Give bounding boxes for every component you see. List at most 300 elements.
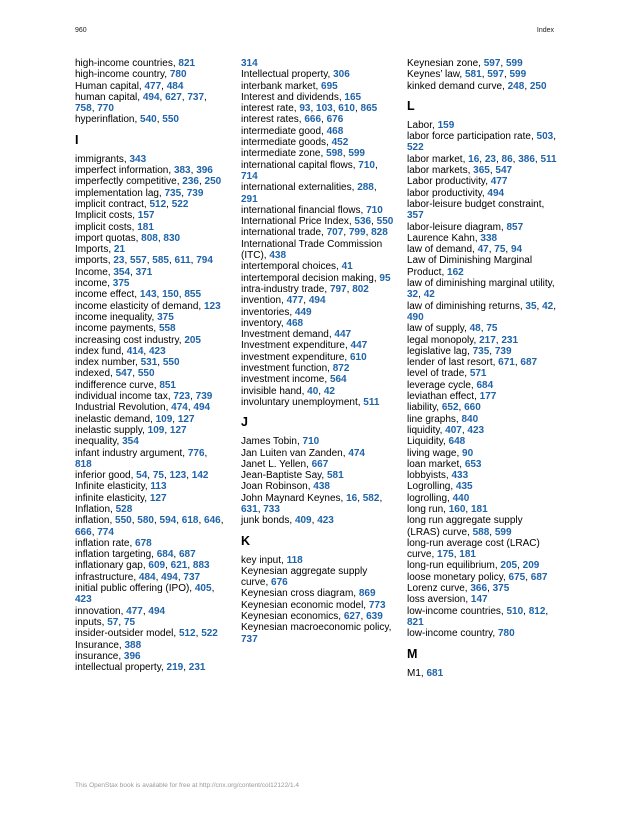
page-link[interactable]: 609 [148,560,166,572]
page-link[interactable]: 872 [332,363,350,375]
index-term: human capital, [75,91,143,103]
page-link[interactable]: 40 [307,385,319,397]
page-link[interactable]: 433 [451,470,469,482]
page-link[interactable]: 739 [195,391,213,403]
index-column-2 [241,58,396,645]
page-link[interactable]: 113 [150,481,167,493]
index-entry [75,651,225,662]
page-link[interactable]: 494 [487,187,505,199]
page-link[interactable]: 580 [137,515,154,527]
index-term: interest rate, [241,103,300,115]
page-link[interactable]: 710 [366,204,383,216]
page-link[interactable]: 776 [187,447,205,459]
page-link[interactable]: 231 [188,662,206,674]
page-link[interactable]: 142 [191,470,209,482]
page-link[interactable]: 231 [501,334,519,346]
page-link[interactable]: 621 [170,560,188,572]
index-entry [407,255,557,278]
page-link[interactable]: 157 [137,210,155,222]
page-link[interactable]: 681 [426,667,444,679]
page-link[interactable]: 490 [407,311,424,323]
page-link[interactable]: 585 [152,255,169,267]
page-link[interactable]: 447 [350,340,368,352]
index-entry [75,301,225,312]
index-entry [75,504,225,515]
page-link[interactable]: 599 [494,526,512,538]
page-link[interactable]: 851 [159,379,176,391]
page-link[interactable]: 723 [173,391,191,403]
index-term: labor markets, [407,165,474,177]
page-link[interactable]: 821 [407,616,424,628]
page-link[interactable]: 511 [363,396,380,408]
page-link[interactable]: 407 [445,424,462,436]
page-link[interactable]: 667 [311,458,329,470]
page-link[interactable]: 181 [137,221,154,233]
page-link[interactable]: 103 [316,103,333,115]
page-link[interactable]: 855 [184,289,202,301]
page-link[interactable]: 438 [269,250,287,262]
page-link[interactable]: 440 [452,492,470,504]
index-term: involuntary unemployment, [241,396,364,408]
index-term: insider-outsider model, [75,628,179,640]
page-link[interactable]: 127 [177,413,195,425]
page-link[interactable]: 162 [447,266,464,278]
page-link[interactable]: 357 [407,210,424,222]
index-entry: law of demand, 47, 75, 94 [407,244,523,256]
page-link[interactable]: 42 [542,300,554,312]
page-link[interactable]: 695 [321,80,338,92]
page-link[interactable]: 631 [241,503,258,515]
page-link[interactable]: 666 [304,114,322,126]
page-link[interactable]: 449 [294,306,312,318]
page-link[interactable]: 799 [348,227,366,239]
page-link[interactable]: 503 [536,131,554,143]
index-entry [75,154,225,165]
index-term: intermediate goods, [241,137,332,149]
index-term: income, [75,278,113,290]
index-entry [75,493,225,504]
page-link[interactable]: 733 [263,503,280,515]
index-entry: low-income countries, 510, 812, 821 [407,605,549,628]
page-link[interactable]: 314 [241,58,258,69]
page-link[interactable]: 660 [464,402,481,414]
page-link[interactable]: 865 [360,103,378,115]
page-link[interactable]: 354 [113,266,131,278]
index-entry: insider-outsider model, 512, 522 [75,628,218,640]
page-link[interactable]: 770 [97,103,114,115]
page-link[interactable]: 143 [139,289,157,301]
page-link[interactable]: 159 [437,119,455,131]
index-term: inflation targeting, [75,549,157,561]
page-link[interactable]: 676 [271,577,288,589]
page-link[interactable]: 687 [520,357,538,369]
index-term: line graphs, [407,413,462,425]
page-link[interactable]: 291 [241,193,258,205]
page-link[interactable]: 599 [505,58,523,69]
page-link[interactable]: 123 [203,300,221,312]
index-term: international capital flows, [241,159,359,171]
page-link[interactable]: 35 [525,300,537,312]
page-link[interactable]: 494 [193,402,211,414]
page-link[interactable]: 16 [346,492,358,504]
page-link[interactable]: 735 [164,187,182,199]
page-link[interactable]: 54 [136,470,148,482]
page-link[interactable]: 477 [144,80,162,92]
page-link[interactable]: 564 [329,374,347,386]
index-term: key input, [241,554,287,566]
page-link[interactable]: 610 [338,103,355,115]
index-entry [241,622,396,645]
page-link[interactable]: 375 [492,583,510,595]
page-link[interactable]: 869 [358,588,376,600]
page-link[interactable]: 205 [500,560,518,572]
page-link[interactable]: 41 [341,261,353,273]
page-link[interactable]: 181 [459,549,476,561]
page-link[interactable]: 123 [169,470,187,482]
page-link[interactable]: 522 [201,628,218,640]
index-entry: infant industry argument, 776, 818 [75,447,208,470]
page-link[interactable]: 512 [178,628,196,640]
page-link[interactable]: 494 [142,91,160,103]
page-link[interactable]: 423 [467,424,485,436]
page-link[interactable]: 666 [75,526,92,538]
page-link[interactable]: 86 [501,153,513,165]
page-link[interactable]: 452 [331,137,349,149]
page-link[interactable]: 522 [171,198,189,210]
index-term: intermediate good, [241,125,327,137]
page-link[interactable]: 423 [148,345,166,357]
page-link[interactable]: 821 [178,58,196,69]
page-link[interactable]: 477 [490,176,508,188]
page-link[interactable]: 494 [308,295,326,307]
page-link[interactable]: 582 [362,492,380,504]
index-entry [407,481,557,492]
page-link[interactable]: 547 [495,165,513,177]
page-link[interactable]: 797 [329,283,347,295]
index-entry [241,239,396,262]
page-link[interactable]: 409 [294,515,312,527]
page-link[interactable]: 611 [174,255,191,267]
page-link[interactable]: 484 [166,80,184,92]
index-entry [407,391,557,402]
index-term: interest rates, [241,114,305,126]
page-link[interactable]: 581 [326,470,344,482]
page-link[interactable]: 16 [468,153,480,165]
page-link[interactable]: 109 [147,424,165,436]
index-term: imperfect information, [75,165,174,177]
page-link[interactable]: 468 [326,125,344,137]
index-letter-heading: J [241,415,248,430]
page-link[interactable]: 687 [530,571,548,583]
page-link[interactable]: 522 [407,142,424,154]
page-link[interactable]: 386 [518,153,535,165]
page-link[interactable]: 343 [129,153,147,165]
page-link[interactable]: 160 [448,503,466,515]
index-term: index fund, [75,345,127,357]
index-entry: innovation, 477, 494 [75,605,166,617]
page-link[interactable]: 147 [470,594,488,606]
page-link[interactable]: 597 [487,69,504,81]
page-link[interactable]: 32 [407,289,419,301]
index-term: labor market, [407,153,469,165]
page-link[interactable]: 547 [115,368,133,380]
page-link[interactable]: 639 [366,611,383,623]
page-link[interactable]: 447 [334,329,352,341]
page-link[interactable]: 808 [141,232,158,244]
page-link[interactable]: 248 [507,80,525,92]
page-link[interactable]: 75 [486,323,498,335]
page-link[interactable]: 550 [162,114,179,126]
page-link[interactable]: 484 [138,571,156,583]
page-link[interactable]: 618 [181,515,199,527]
page-link[interactable]: 175 [437,549,454,561]
index-entry: long run, 160, 181 [407,503,488,515]
page-link[interactable]: 581 [465,69,482,81]
page-link[interactable]: 599 [348,148,365,160]
page-link[interactable]: 818 [75,458,92,470]
page-link[interactable]: 366 [470,583,488,595]
page-link[interactable]: 671 [498,357,515,369]
page-link[interactable]: 383 [173,165,191,177]
page-link[interactable]: 93 [299,103,311,115]
page-link[interactable]: 494 [148,605,166,617]
page-link[interactable]: 165 [344,91,362,103]
page-link[interactable]: 365 [473,165,490,177]
page-link[interactable]: 48 [469,323,481,335]
index-entry [241,481,396,492]
index-entry: John Maynard Keynes, 16, 582, 631, 733 [241,492,383,515]
index-term: Investment demand, [241,329,335,341]
index-entry [75,538,225,549]
page-link[interactable]: 414 [126,345,144,357]
page-link[interactable]: 774 [97,526,114,538]
page-link[interactable]: 737 [183,571,201,583]
page-link[interactable]: 217 [479,334,496,346]
index-term: living wage, [407,447,463,459]
page-link[interactable]: 23 [484,153,496,165]
index-entry: labor force participation rate, 503, 522 [407,131,556,154]
index-entry: index fund, 414, 423 [75,345,166,357]
page-link[interactable]: 687 [178,549,196,561]
index-term: kinked demand curve, [407,80,508,92]
page-link[interactable]: 150 [162,289,179,301]
index-entry: legal monopoly, 217, 231 [407,334,519,346]
page-link[interactable]: 75 [494,244,506,256]
page-link[interactable]: 550 [376,216,394,228]
page-link[interactable]: 684 [156,549,174,561]
page-link[interactable]: 209 [522,560,540,572]
index-entry: invention, 477, 494 [241,295,326,307]
page-link[interactable]: 812 [528,605,546,617]
index-entry [241,137,396,148]
index-term: inventory, [241,317,287,329]
page-link[interactable]: 219 [166,662,184,674]
index-entry [241,363,396,374]
page-link[interactable]: 494 [161,571,178,583]
page-link[interactable]: 510 [506,605,524,617]
page-link[interactable]: 127 [149,492,167,504]
page-link[interactable]: 737 [241,633,258,645]
page-link[interactable]: 177 [479,391,497,403]
page-link[interactable]: 396 [196,165,213,177]
index-entry: lender of last resort, 671, 687 [407,357,538,369]
page-link[interactable]: 675 [508,571,526,583]
index-entry: long run aggregate supply (LRAS) curve, 588, 599 [407,515,523,538]
page-link[interactable]: 474 [348,447,365,459]
page-link[interactable]: 739 [494,345,512,357]
page-link[interactable]: 739 [186,187,204,199]
page-link[interactable]: 109 [155,413,173,425]
page-link[interactable]: 735 [472,345,490,357]
page-link[interactable]: 75 [152,470,164,482]
page-link[interactable]: 627 [343,611,361,623]
page-link[interactable]: 599 [509,69,527,81]
page-link[interactable]: 512 [149,198,167,210]
page-link[interactable]: 42 [423,289,435,301]
page-link[interactable]: 857 [506,221,524,233]
page-link[interactable]: 840 [461,413,479,425]
page-link[interactable]: 205 [184,334,201,346]
page-link[interactable]: 684 [476,379,494,391]
index-entry: initial public offering (IPO), 405, 423 [75,583,215,606]
page-link[interactable]: 468 [286,317,304,329]
page-link[interactable]: 94 [510,244,523,256]
page-link[interactable]: 42 [323,385,335,397]
page-link[interactable]: 594 [159,515,177,527]
page-link[interactable]: 75 [123,616,136,628]
page-link[interactable]: 528 [115,503,133,515]
page-link[interactable]: 23 [113,255,125,267]
page-link[interactable]: 531 [140,357,158,369]
page-link[interactable]: 405 [194,583,212,595]
page-link[interactable]: 236 [182,176,199,188]
page-link[interactable]: 438 [313,481,330,493]
page-link[interactable]: 118 [286,554,303,566]
page-link[interactable]: 652 [441,402,459,414]
page-link[interactable]: 338 [480,232,498,244]
page-link[interactable]: 536 [354,216,372,228]
page-link[interactable]: 830 [163,232,181,244]
page-link[interactable]: 423 [75,594,92,606]
page-link[interactable]: 646 [204,515,221,527]
index-entry [407,470,557,481]
page-link[interactable]: 828 [371,227,388,239]
index-entry [241,69,396,80]
index-entry: loose monetary policy, 675, 687 [407,571,548,583]
page-link[interactable]: 707 [326,227,344,239]
page-link[interactable]: 375 [157,311,174,323]
page-link[interactable]: 557 [130,255,147,267]
index-term: interbank market, [241,80,322,92]
page-link[interactable]: 388 [124,639,142,651]
page-link[interactable]: 550 [162,357,180,369]
page-link[interactable]: 375 [112,278,130,290]
index-term: Interest and dividends, [241,91,345,103]
page-link[interactable]: 474 [171,402,188,414]
page-link[interactable]: 47 [477,244,489,256]
page-link[interactable]: 550 [137,368,155,380]
index-term: long run aggregate supply (LRAS) curve, [407,515,523,538]
page-link[interactable]: 371 [135,266,153,278]
index-entry: interest rate, 93, 103, 610, 865 [241,103,378,115]
page-link[interactable]: 540 [140,114,157,126]
page-link[interactable]: 710 [302,436,320,448]
page-link[interactable]: 288 [357,182,374,194]
page-link[interactable]: 571 [469,368,487,380]
page-link[interactable]: 678 [135,537,152,549]
page-link[interactable]: 250 [529,80,547,92]
index-term: Imports, [75,244,114,256]
page-link[interactable]: 435 [455,481,473,493]
index-entry [75,323,225,334]
page-link[interactable]: 477 [286,295,304,307]
page-link[interactable]: 21 [113,244,126,256]
page-link[interactable]: 610 [349,351,367,363]
page-link[interactable]: 57 [107,616,119,628]
page-link[interactable]: 883 [192,560,210,572]
page-link[interactable]: 306 [333,69,350,81]
index-term: investment income, [241,374,330,386]
index-entry: Keynesian zone, 597, 599 [407,58,523,69]
page-link[interactable]: 396 [123,650,141,662]
index-entry: import quotas, 808, 830 [75,232,181,244]
index-term: import quotas, [75,232,142,244]
index-entry: labor market, 16, 23, 86, 386, 511 [407,153,557,165]
page-link[interactable]: 95 [379,272,391,284]
page-link[interactable]: 511 [540,153,557,165]
index-term: loss aversion, [407,594,471,606]
page-link[interactable]: 127 [169,424,187,436]
page-link[interactable]: 710 [358,159,375,171]
page-link[interactable]: 90 [462,447,474,459]
index-term: Keynesian economics, [241,611,344,623]
page-link[interactable]: 477 [126,605,143,617]
index-entry [75,380,225,391]
index-term: labor force participation rate, [407,131,537,143]
page-link[interactable]: 794 [196,255,213,267]
page-link[interactable]: 737 [187,91,205,103]
index-entry [241,470,396,481]
page-link[interactable]: 758 [75,103,92,115]
index-term: Implicit costs, [75,210,138,222]
page-link[interactable]: 773 [368,599,386,611]
page-link[interactable]: 598 [326,148,343,160]
index-term: inflation rate, [75,537,136,549]
index-entry [241,205,396,216]
page-link[interactable]: 354 [122,436,139,448]
page-link[interactable]: 653 [464,458,482,470]
page-link[interactable]: 550 [115,515,132,527]
index-entry [75,335,225,346]
page-link[interactable]: 714 [241,170,258,182]
page-link[interactable]: 648 [448,436,466,448]
page-link[interactable]: 780 [497,628,515,640]
page-link[interactable]: 181 [470,503,488,515]
page-link[interactable]: 423 [317,515,334,527]
index-entry [75,69,225,80]
index-term: International Price Index, [241,216,355,228]
page-link[interactable]: 676 [326,114,344,126]
page-link[interactable]: 597 [483,58,501,69]
page-link[interactable]: 558 [158,323,176,335]
page-link[interactable]: 780 [169,69,187,81]
page-link[interactable]: 588 [472,526,490,538]
index-term: level of trade, [407,368,470,380]
page-link[interactable]: 802 [352,283,369,295]
index-entry: long-run average cost (LRAC) curve, 175, 181 [407,537,540,561]
page-link[interactable]: 627 [165,91,182,103]
page-link[interactable]: 250 [204,176,222,188]
